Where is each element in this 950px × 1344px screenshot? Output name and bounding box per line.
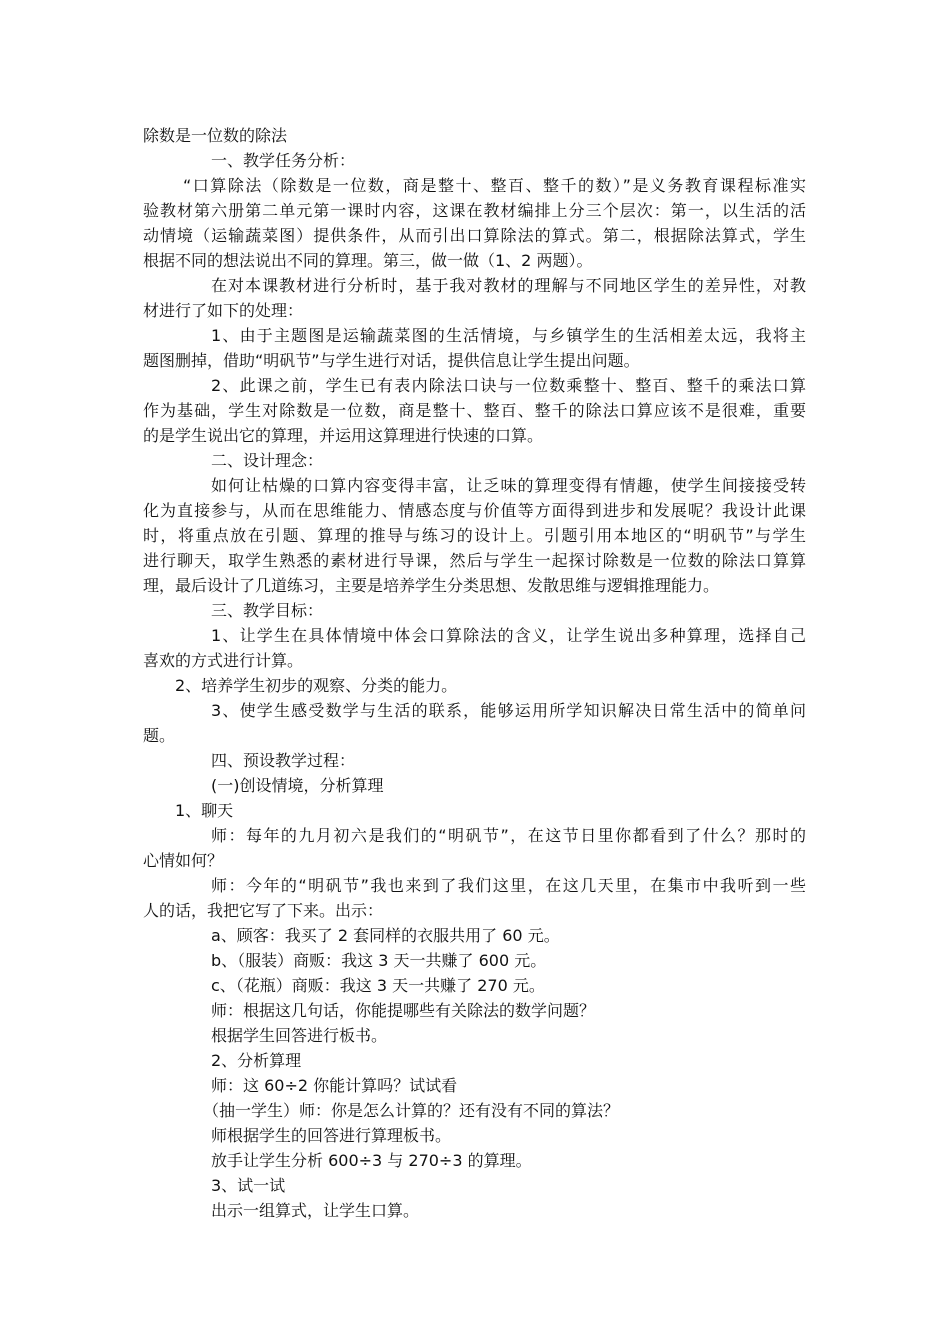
list-item-line: 2、此课之前，学生已有表内除法口诀与一位数乘整十、整百、整千的乘法口算 <box>211 376 806 395</box>
list-item-line: 作为基础，学生对除数是一位数，商是整十、整百、整千的除法口算应该不是很难，重要 <box>143 401 806 420</box>
paragraph-line: 进行聊天，取学生熟悉的素材进行导课，然后与学生一起探讨除数是一位数的除法口算算 <box>143 551 806 570</box>
paragraph-line: 材进行了如下的处理： <box>143 301 304 320</box>
dialogue-line: 师根据学生的回答进行算理板书。 <box>211 1126 452 1145</box>
goal-line: 3、使学生感受数学与生活的联系，能够运用所学知识解决日常生活中的简单问 <box>211 701 806 720</box>
dialogue-line: （抽一学生）师：你是怎么计算的？还有没有不同的算法？ <box>203 1101 620 1120</box>
paragraph-line: 理，最后设计了几道练习，主要是培养学生分类思想、发散思维与逻辑推理能力。 <box>143 576 720 595</box>
paragraph-line: 在对本课教材进行分析时，基于我对教材的理解与不同地区学生的差异性，对教 <box>211 276 806 295</box>
goal-line: 喜欢的方式进行计算。 <box>143 651 304 670</box>
step-heading: 3、试一试 <box>211 1176 286 1195</box>
quote-line: c、（花瓶）商贩：我这 3 天一共赚了 270 元。 <box>211 976 545 995</box>
dialogue-line: 师：根据这几句话，你能提哪些有关除法的数学问题？ <box>211 1001 596 1020</box>
dialogue-line: 放手让学生分析 600÷3 与 270÷3 的算理。 <box>211 1151 532 1170</box>
quote-line: b、（服装）商贩：我这 3 天一共赚了 600 元。 <box>211 951 547 970</box>
dialogue-line: 人的话，我把它写了下来。出示： <box>143 901 384 920</box>
quote-line: a、顾客：我买了 2 套同样的衣服共用了 60 元。 <box>211 926 560 945</box>
goal-line: 题。 <box>143 726 176 745</box>
paragraph-line: 验教材第六册第二单元第一课时内容，这课在教材编排上分三个层次：第一，以生活的活 <box>143 201 806 220</box>
section-heading-4: 四、预设教学过程： <box>211 751 356 770</box>
dialogue-line: 心情如何？ <box>143 851 224 870</box>
paragraph-line: 如何让枯燥的口算内容变得丰富，让乏味的算理变得有情趣，使学生间接接受转 <box>211 476 806 495</box>
paragraph-line: 时，将重点放在引题、算理的推导与练习的设计上。引题引用本地区的“明矾节”与学生 <box>143 526 806 545</box>
goal-line: 2、培养学生初步的观察、分类的能力。 <box>175 676 458 695</box>
dialogue-line: 出示一组算式，让学生口算。 <box>211 1201 420 1220</box>
paragraph-line: 根据不同的想法说出不同的算理。第三，做一做（1、2 两题）。 <box>143 251 593 270</box>
step-heading: 2、分析算理 <box>211 1051 302 1070</box>
dialogue-line: 师：这 60÷2 你能计算吗？试试看 <box>211 1076 458 1095</box>
paragraph-line: 化为直接参与，从而在思维能力、情感态度与价值等方面得到进步和发展呢？我设计此课 <box>143 501 806 520</box>
doc-title: 除数是一位数的除法 <box>143 126 288 145</box>
list-item-line: 题图删掉，借助“明矾节”与学生进行对话，提供信息让学生提出问题。 <box>143 351 640 370</box>
list-item-line: 1、由于主题图是运输蔬菜图的生活情境，与乡镇学生的生活相差太远，我将主 <box>211 326 806 345</box>
section-heading-3: 三、教学目标： <box>211 601 324 620</box>
dialogue-line: 师：每年的九月初六是我们的“明矾节”，在这节日里你都看到了什么？那时的 <box>211 826 806 845</box>
goal-line: 1、让学生在具体情境中体会口算除法的含义，让学生说出多种算理，选择自己 <box>211 626 806 645</box>
dialogue-line: 师：今年的“明矾节”我也来到了我们这里，在这几天里，在集市中我听到一些 <box>211 876 806 895</box>
section-heading-1: 一、教学任务分析： <box>211 151 356 170</box>
dialogue-line: 根据学生回答进行板书。 <box>211 1026 388 1045</box>
paragraph-line: 动情境（运输蔬菜图）提供条件，从而引出口算除法的算式。第二，根据除法算式，学生 <box>143 226 806 245</box>
section-heading-2: 二、设计理念： <box>211 451 324 470</box>
subsection-heading: (一)创设情境，分析算理 <box>211 776 384 795</box>
list-item-line: 的是学生说出它的算理，并运用这算理进行快速的口算。 <box>143 426 544 445</box>
paragraph-line: “口算除法（除数是一位数，商是整十、整百、整千的数）”是义务教育课程标准实 <box>183 176 806 195</box>
step-heading: 1、聊天 <box>175 801 234 820</box>
